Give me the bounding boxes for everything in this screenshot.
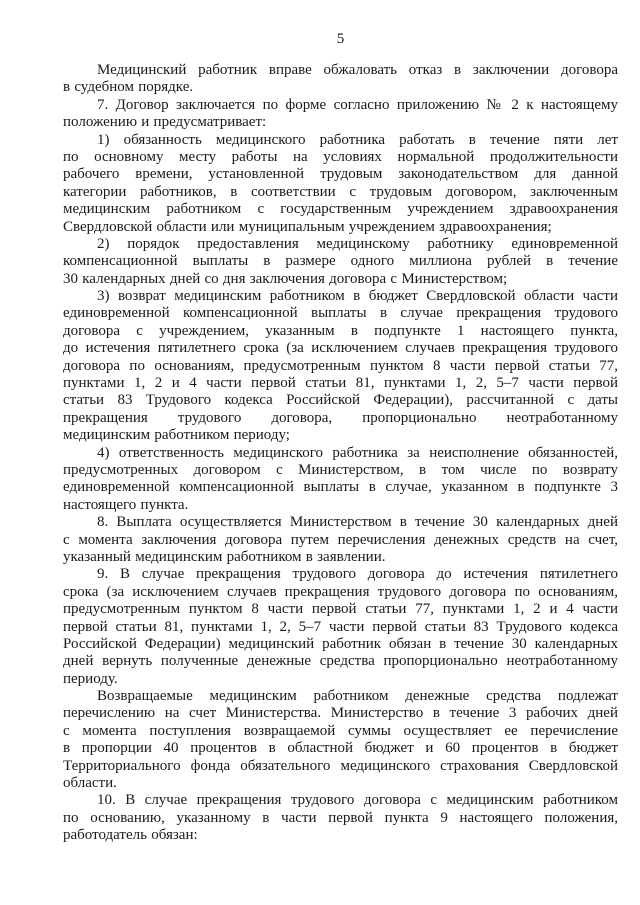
paragraph	[63, 792, 618, 844]
text-line: Территориального фонда обязательного медицинского страхования Свердловской	[63, 757, 618, 774]
text-line: в судебном порядке.	[63, 79, 194, 96]
text-line: Медицинский работник вправе обжаловать отказ в заключении договора	[97, 62, 618, 78]
text-line: срока (за исключением случаев прекращения трудового договора по основаниям,	[63, 583, 618, 600]
text-line: компенсационной выплаты в размере одного миллиона рублей в течение	[63, 253, 618, 270]
text-line: по основанию, указанному в части первой пункта 9 настоящего положения,	[63, 809, 618, 826]
page-number: 5	[336, 31, 345, 47]
text-line: 3) возврат медицинским работником в бюджет Свердловской области части	[97, 288, 618, 305]
document-body	[63, 62, 618, 845]
paragraph	[63, 688, 618, 792]
text-line: перечислению на счет Министерства. Министерство в течение 3 рабочих дней	[63, 705, 618, 722]
text-line: 4) ответственность медицинского работника за неисполнение обязанностей,	[97, 444, 618, 461]
text-line: медицинским работником периоду;	[63, 427, 290, 444]
paragraph	[63, 236, 618, 288]
text-line: 2) порядок предоставления медицинскому работнику единовременной	[97, 235, 618, 252]
paragraph	[63, 62, 618, 97]
text-line: предусмотренных договором с Министерством, в том числе по возврату	[63, 461, 618, 478]
text-line: категории работников, в соответствии с трудовым договором, заключенным	[63, 183, 618, 200]
text-line: 30 календарных дней со дня заключения договора с Министерством;	[63, 270, 508, 287]
paragraph	[63, 514, 618, 566]
paragraph	[63, 97, 618, 132]
text-line: статьи 83 Трудового кодекса Российской Федерации), рассчитанной с даты	[63, 392, 618, 409]
paragraph	[63, 288, 618, 445]
text-line: единовременной компенсационной выплаты в случае, указанном в подпункте 3	[63, 479, 618, 496]
text-line: по основному месту работы на условиях нормальной продолжительности	[63, 148, 618, 165]
text-line: с момента поступления возвращаемой суммы осуществляет ее перечисление	[63, 722, 618, 739]
text-line: 10. В случае прекращения трудового договора с медицинским работником	[97, 792, 618, 809]
text-line: настоящего пункта.	[63, 496, 189, 513]
text-line: рабочего времени, установленной трудовым законодательством для данной	[63, 166, 618, 183]
text-line: медицинским работником с государственным учреждением здравоохранения	[63, 201, 618, 218]
text-line: прекращения трудового договора, пропорционально неотработанному	[63, 409, 618, 426]
text-line: пунктами 1, 2 и 4 части первой статьи 81, пунктами 1, 2, 5–7 части первой	[63, 375, 618, 392]
text-line: положению и предусматривает:	[63, 114, 267, 131]
text-line: договора по основаниям, предусмотренным пунктом 8 части первой статьи 77,	[63, 357, 618, 374]
text-line: области.	[63, 775, 117, 792]
text-line: Российской Федерации) медицинский работник обязан в течение 30 календарных	[63, 635, 618, 652]
text-line: первой статьи 81, пунктами 1, 2, 5–7 части первой статьи 83 Трудового кодекса	[63, 618, 618, 635]
text-line: договора с учреждением, указанным в подпункте 1 настоящего пункта,	[63, 322, 618, 339]
text-line: периоду.	[63, 670, 118, 687]
text-line: Свердловской области или муниципальным учреждением здравоохранения;	[63, 218, 552, 235]
paragraph	[63, 566, 618, 688]
text-line: 9. В случае прекращения трудового договора до истечения пятилетнего	[97, 566, 618, 583]
text-line: 8. Выплата осуществляется Министерством в течение 30 календарных дней	[97, 514, 618, 531]
text-line: работодатель обязан:	[63, 827, 198, 844]
paragraph	[63, 445, 618, 515]
text-line: предусмотренным пунктом 8 части первой статьи 77, пунктами 1, 2 и 4 части	[63, 601, 618, 618]
text-line: дней вернуть полученные денежные средства пропорционально неотработанному	[63, 653, 618, 670]
text-line: Возвращаемые медицинским работником денежные средства подлежат	[97, 688, 618, 705]
text-line: 7. Договор заключается по форме согласно приложению № 2 к настоящему	[97, 96, 618, 113]
text-line: до истечения пятилетнего срока (за исключением случаев прекращения трудового	[63, 340, 618, 357]
text-line: единовременной компенсационной выплаты в случае прекращения трудового	[63, 305, 618, 322]
paragraph	[63, 132, 618, 236]
text-line: указанный медицинским работником в заявлении.	[63, 548, 386, 565]
text-line: 1) обязанность медицинского работника работать в течение пяти лет	[97, 131, 618, 148]
text-line: в пропорции 40 процентов в областной бюджет и 60 процентов в бюджет	[63, 740, 618, 757]
text-line: с момента заключения договора путем перечисления денежных средств на счет,	[63, 531, 618, 548]
